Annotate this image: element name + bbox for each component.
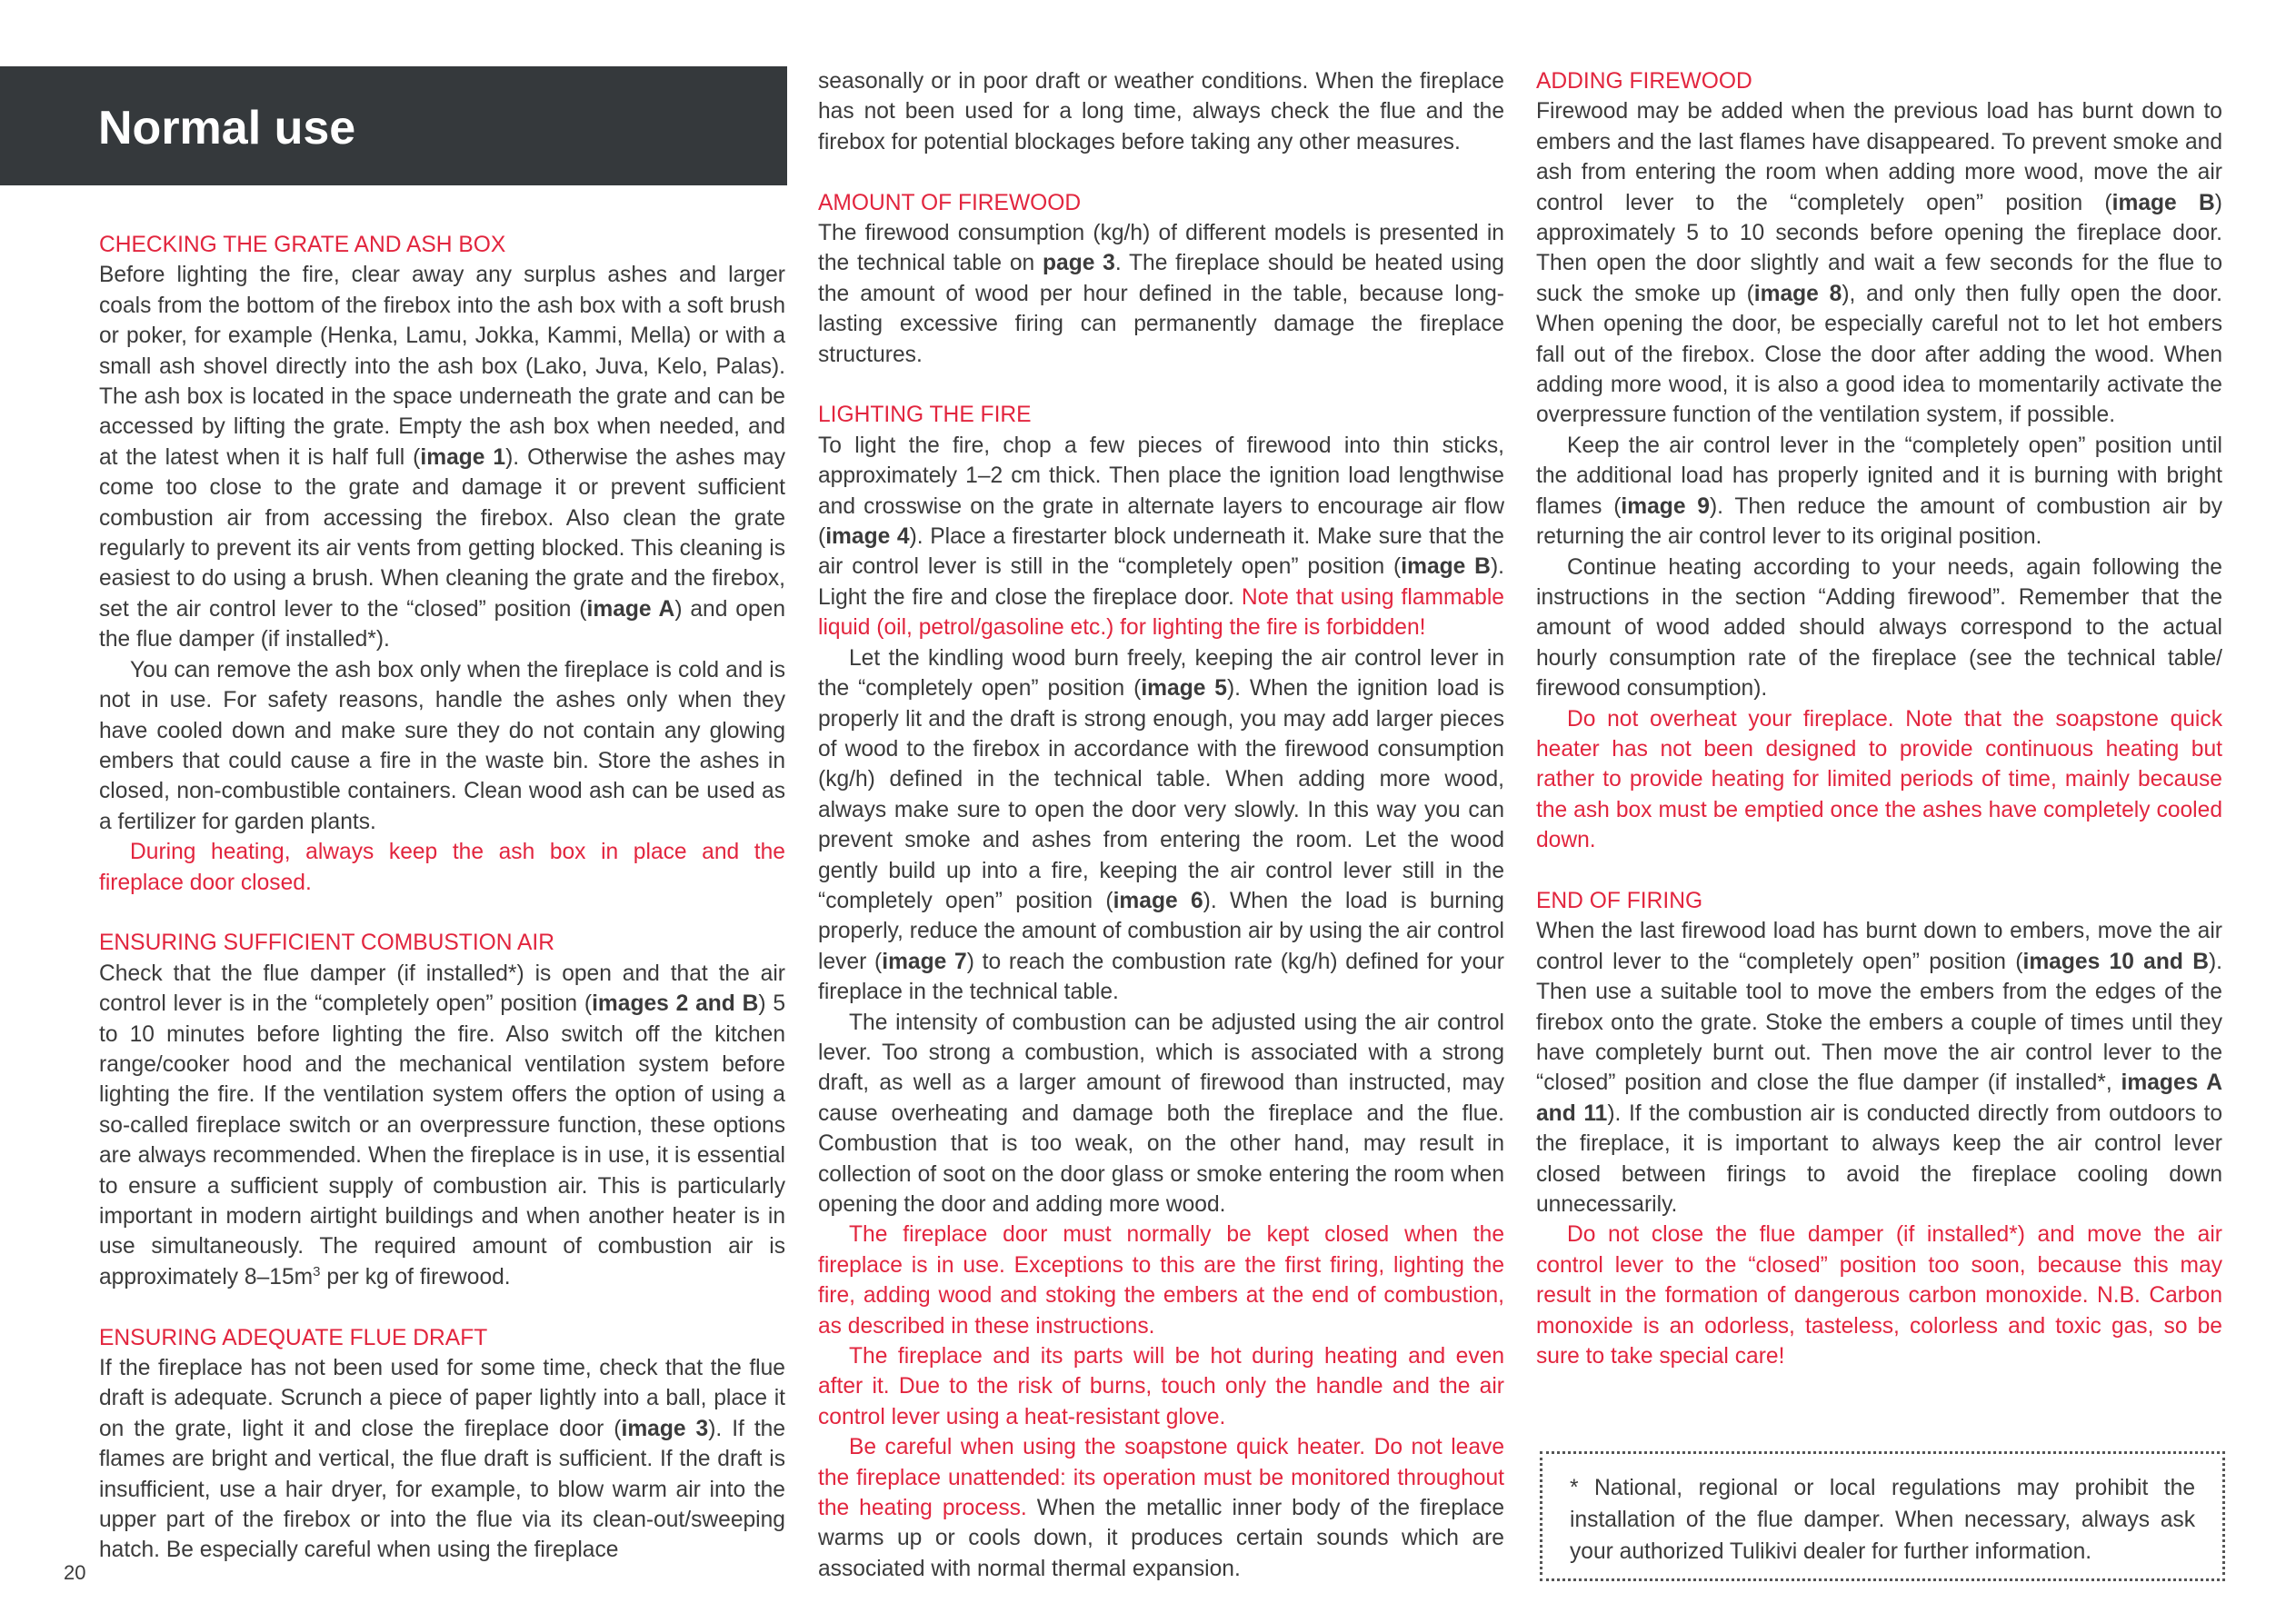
warning-door-closed: The fireplace door must normally be kept closed when the fireplace is in use. Exceptions to this are the first firing, lighting the fire, adding wood and stoking the embers at the end of combustion, as described in these instructions. bbox=[818, 1222, 1504, 1339]
heading-adding-firewood: ADDING FIREWOOD bbox=[1536, 69, 1752, 94]
warning-overheat: Do not overheat your fireplace. Note that the soapstone quick heater has not been designed to provide continuous heating but rather to provide heating for limited periods of time, mainly because the ash box must be emptied once the ashes have completely cooled down. bbox=[1536, 706, 2222, 853]
paragraph-grate: Before lighting the fire, clear away any surplus ashes and larger coals from the bottom of the firebox into the ash box with a soft brush or poker, for example (Henka, Lamu, Jokka, Kammi, Mella) or with a small ash shovel directly into the ash box (Lako, Juva, Kelo, Palas). The ash box is located in the space underneath the grate and can be accessed by lifting the grate. Empty the ash box when needed, and at the latest when it is half full (image 1). Otherwise the ashes may come too close to the grate and damage it or prevent sufficient combustion air from accessing the firebox. Also clean the grate regularly to prevent its air vents from getting blocked. This cleaning is easiest to do using a brush. When cleaning the grate and the firebox, set the air control lever to the “closed” position (image A) and open the flue damper (if installed*). bbox=[99, 263, 786, 652]
paragraph-amount-firewood: The firewood consumption (kg/h) of different models is presented in the technical table on page 3. The fireplace should be heated using the amount of wood per hour defined in the table, because long-lasting excessive firing can permanently damage the fireplace structures. bbox=[818, 221, 1504, 367]
column-1 bbox=[99, 230, 785, 1566]
title-bar bbox=[0, 66, 787, 185]
heading-end-of-firing: END OF FIRING bbox=[1536, 888, 1703, 913]
paragraph-keep-open: Keep the air control lever in the “completely open” position until the additional load has properly ignited and it is burning with bright flames (image 9). Then reduce the amount of combustion air by returning the air control lever to its original position. bbox=[1536, 433, 2222, 550]
column-3 bbox=[1536, 66, 2222, 1371]
paragraph-adding-firewood: Firewood may be added when the previous load has burnt down to embers and the last flames have disappeared. To prevent smoke and ash from entering the room when adding more wood, move the air control lever to the “completely open” position (image B) approximately 5 to 10 seconds before opening the fireplace door. Then open the door slightly and wait a few seconds for the flue to suck the smoke up (image 8), and only then fully open the door. When opening the door, be especially careful not to let hot embers fall out of the firebox. Close the door after adding the wood. When adding more wood, it is also a good idea to momentarily activate the overpressure function of the ventilation system, if possible. bbox=[1536, 99, 2222, 428]
paragraph-lighting-fire: To light the fire, chop a few pieces of firewood into thin sticks, approximately 1–2 cm thick. Then place the ignition load lengthwise and crosswise on the grate in alternate layers to encourage air flow (image 4). Place a firestarter block underneath it. Make sure that the air control lever is still in the “completely open” position (image B). Light the fire and close the fireplace door. Note that using flammable liquid (oil, petrol/gasoline etc.) for lighting the fire is forbidden! bbox=[818, 433, 1504, 641]
heading-flue-draft: ENSURING ADEQUATE FLUE DRAFT bbox=[99, 1325, 488, 1350]
paragraph-end-of-firing: When the last firewood load has burnt down to embers, move the air control lever to the “completely open” position (images 10 and B). Then use a suitable tool to move the embers from the edges of the firebox onto the grate. Stoke the embers a couple of times until they have completely burnt out. Then move the air control lever to the “closed” position and close the flue damper (if installed*, images A and 11). If the combustion air is conducted directly from outdoors to the fireplace, it is important to always keep the air control lever closed between firings to avoid the fireplace cooling down unnecessarily. bbox=[1536, 919, 2222, 1218]
paragraph-flue-draft: If the fireplace has not been used for some time, check that the flue draft is adequate. Scrunch a piece of paper lightly into a ball, place it on the grate, light it and close the fireplace door (image 3). If the flames are bright and vertical, the flue draft is sufficient. If the draft is insufficient, use a hair dryer, for example, to blow warm air into the upper part of the firebox or into the flue via its clean-out/sweeping hatch. Be especially careful when using the fireplace bbox=[99, 1356, 786, 1563]
page-title: Normal use bbox=[98, 102, 356, 154]
paragraph-combustion-air: Check that the flue damper (if installed*) is open and that the air control lever is in the “completely open” position (images 2 and B) 5 to 10 minutes before lighting the fire. Also switch off the kitchen range/cooker hood and the mechanical ventilation system before lighting the fire. If the ventilation system offers the option of using a so-called fireplace switch or an overpressure function, these options are always recommended. When the fireplace is in use, it is essential to ensure a sufficient supply of combustion air. This is particularly important in modern airtight buildings and when another heater is in use simultaneously. The required amount of combustion air is approximately $8-15m^3$ per kg of firewood. bbox=[99, 961, 786, 1289]
footnote-box bbox=[1540, 1451, 2225, 1581]
warning-ash-box: During heating, always keep the ash box in place and the fireplace door closed. bbox=[99, 840, 785, 895]
paragraph-kindling: Let the kindling wood burn freely, keeping the air control lever in the “completely open” position (image 5). When the ignition load is properly lit and the draft is strong enough, you may add larger pieces of wood to the firebox in accordance with the firewood consumption (kg/h) defined in the technical table. When adding more wood, always make sure to open the door very slowly. In this way you can prevent smoke and ashes from entering the room. Let the wood gently build up into a fire, keeping the air control lever still in the “completely open” position (image 6). When the load is burning properly, reduce the amount of combustion air by using the air control lever (image 7) to reach the combustion rate (kg/h) defined for your fireplace in the technical table. bbox=[818, 645, 1504, 1005]
warning-carbon-monoxide: Do not close the flue damper (if installed*) and move the air control lever to the “closed” position too soon, because this may result in the formation of dangerous carbon monoxide. N.B. Carbon monoxide is an odorless, tasteless, colorless and toxic gas, so be sure to take special care! bbox=[1536, 1222, 2222, 1369]
paragraph-continue-heating: Continue heating according to your needs, again following the instructions in the section “Adding firewood”. Remember that the amount of wood added should always correspond to the actual hourly consumption rate of the fireplace (see the technical table/ firewood consumption). bbox=[1536, 554, 2222, 702]
paragraph-ash-removal: You can remove the ash box only when the fireplace is cold and is not in use. For safety reasons, handle the ashes only when they have cooled down and make sure they do not contain any glowing embers that could cause a fire in the waste bin. Store the ashes in closed, non-combustible containers. Clean wood ash can be used as a fertilizer for garden plants. bbox=[99, 657, 785, 834]
page-number: 20 bbox=[64, 1561, 86, 1584]
warning-hot-parts: The fireplace and its parts will be hot during heating and even after it. Due to the risk of burns, touch only the handle and the air control lever using a heat-resistant glove. bbox=[818, 1344, 1504, 1429]
paragraph-quick-heater: Be careful when using the soapstone quick heater. Do not leave the fireplace unattended: its operation must be monitored throughout the heating process. When the metallic inner body of the fireplace warms up or cools down, it produces certain sounds which are associated with normal thermal expansion. bbox=[818, 1435, 1504, 1581]
heading-lighting-fire: LIGHTING THE FIRE bbox=[818, 403, 1032, 428]
footnote-text: * National, regional or local regulations may prohibit the installation of the flue damper. When necessary, always ask your authorized Tulikivi dealer for further information. bbox=[1570, 1476, 2195, 1564]
heading-amount-firewood: AMOUNT OF FIREWOOD bbox=[818, 190, 1082, 215]
column-2 bbox=[818, 66, 1504, 1584]
heading-combustion-air: ENSURING SUFFICIENT COMBUSTION AIR bbox=[99, 931, 555, 956]
paragraph-intensity: The intensity of combustion can be adjusted using the air control lever. Too strong a combustion, which is associated with a strong draft, as well as a larger amount of firewood than instructed, may cause overheating and damage both the fireplace and the flue. Combustion that is too weak, on the other hand, may result in collection of soot on the door glass or smoke entering the room when opening the door and adding more wood. bbox=[818, 1010, 1504, 1217]
heading-checking-grate: CHECKING THE GRATE AND ASH BOX bbox=[99, 233, 506, 257]
paragraph-continued: seasonally or in poor draft or weather conditions. When the fireplace has not been used for a long time, always check the flue and the firebox for potential blockages before taking any other measures. bbox=[818, 69, 1504, 154]
